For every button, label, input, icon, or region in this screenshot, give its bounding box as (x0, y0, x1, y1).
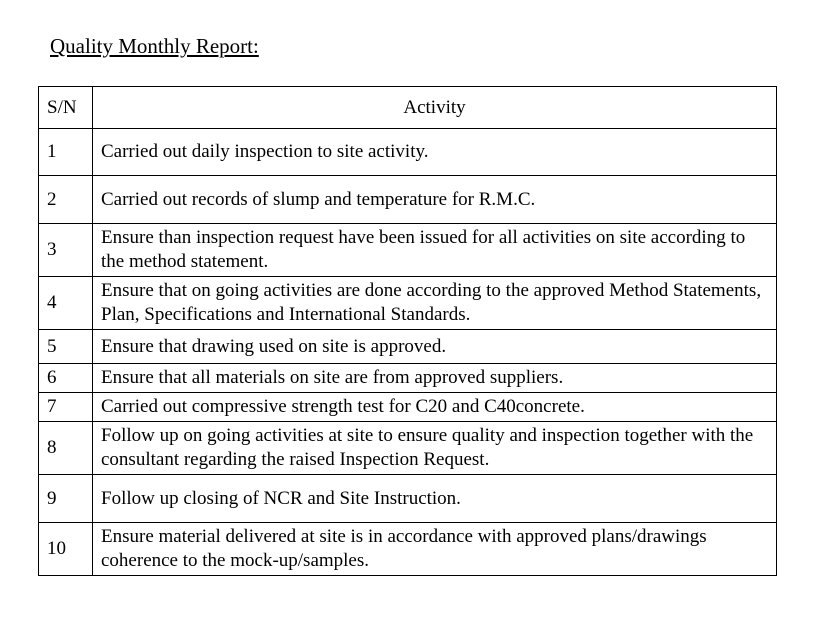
row-activity: Carried out records of slump and temperature for R.M.C. (93, 176, 777, 224)
row-activity: Ensure than inspection request have been issued for all activities on site according to the method statement. (93, 224, 777, 277)
table-row (39, 393, 777, 422)
row-sn: 10 (39, 523, 93, 576)
row-activity: Ensure that all materials on site are from approved suppliers. (93, 364, 777, 393)
table-row (39, 422, 777, 475)
row-activity: Ensure that drawing used on site is approved. (93, 330, 777, 364)
row-activity: Follow up closing of NCR and Site Instruction. (93, 475, 777, 523)
table-row (39, 176, 777, 224)
table-row (39, 364, 777, 393)
document-title: Quality Monthly Report: (50, 34, 259, 58)
column-header-sn: S/N (39, 87, 93, 129)
row-activity: Ensure material delivered at site is in accordance with approved plans/drawings coherence to the mock-up/samples. (93, 523, 777, 576)
row-activity: Follow up on going activities at site to ensure quality and inspection together with the consultant regarding the raised Inspection Request. (93, 422, 777, 475)
row-sn: 9 (39, 475, 93, 523)
row-sn: 7 (39, 393, 93, 422)
table-row (39, 475, 777, 523)
table-row (39, 224, 777, 277)
row-sn: 6 (39, 364, 93, 393)
row-sn: 4 (39, 277, 93, 330)
column-header-activity: Activity (93, 87, 777, 129)
table-row (39, 129, 777, 176)
table-row (39, 277, 777, 330)
row-activity: Ensure that on going activities are done according to the approved Method Statements, Plan, Specifications and International Standards. (93, 277, 777, 330)
row-activity: Carried out compressive strength test for C20 and C40concrete. (93, 393, 777, 422)
table-header-row (39, 87, 777, 129)
table-row (39, 330, 777, 364)
document-page (0, 34, 822, 640)
row-sn: 1 (39, 129, 93, 176)
row-sn: 5 (39, 330, 93, 364)
row-sn: 2 (39, 176, 93, 224)
row-activity: Carried out daily inspection to site activity. (93, 129, 777, 176)
row-sn: 8 (39, 422, 93, 475)
table-row (39, 523, 777, 576)
quality-report-table (38, 86, 777, 576)
row-sn: 3 (39, 224, 93, 277)
